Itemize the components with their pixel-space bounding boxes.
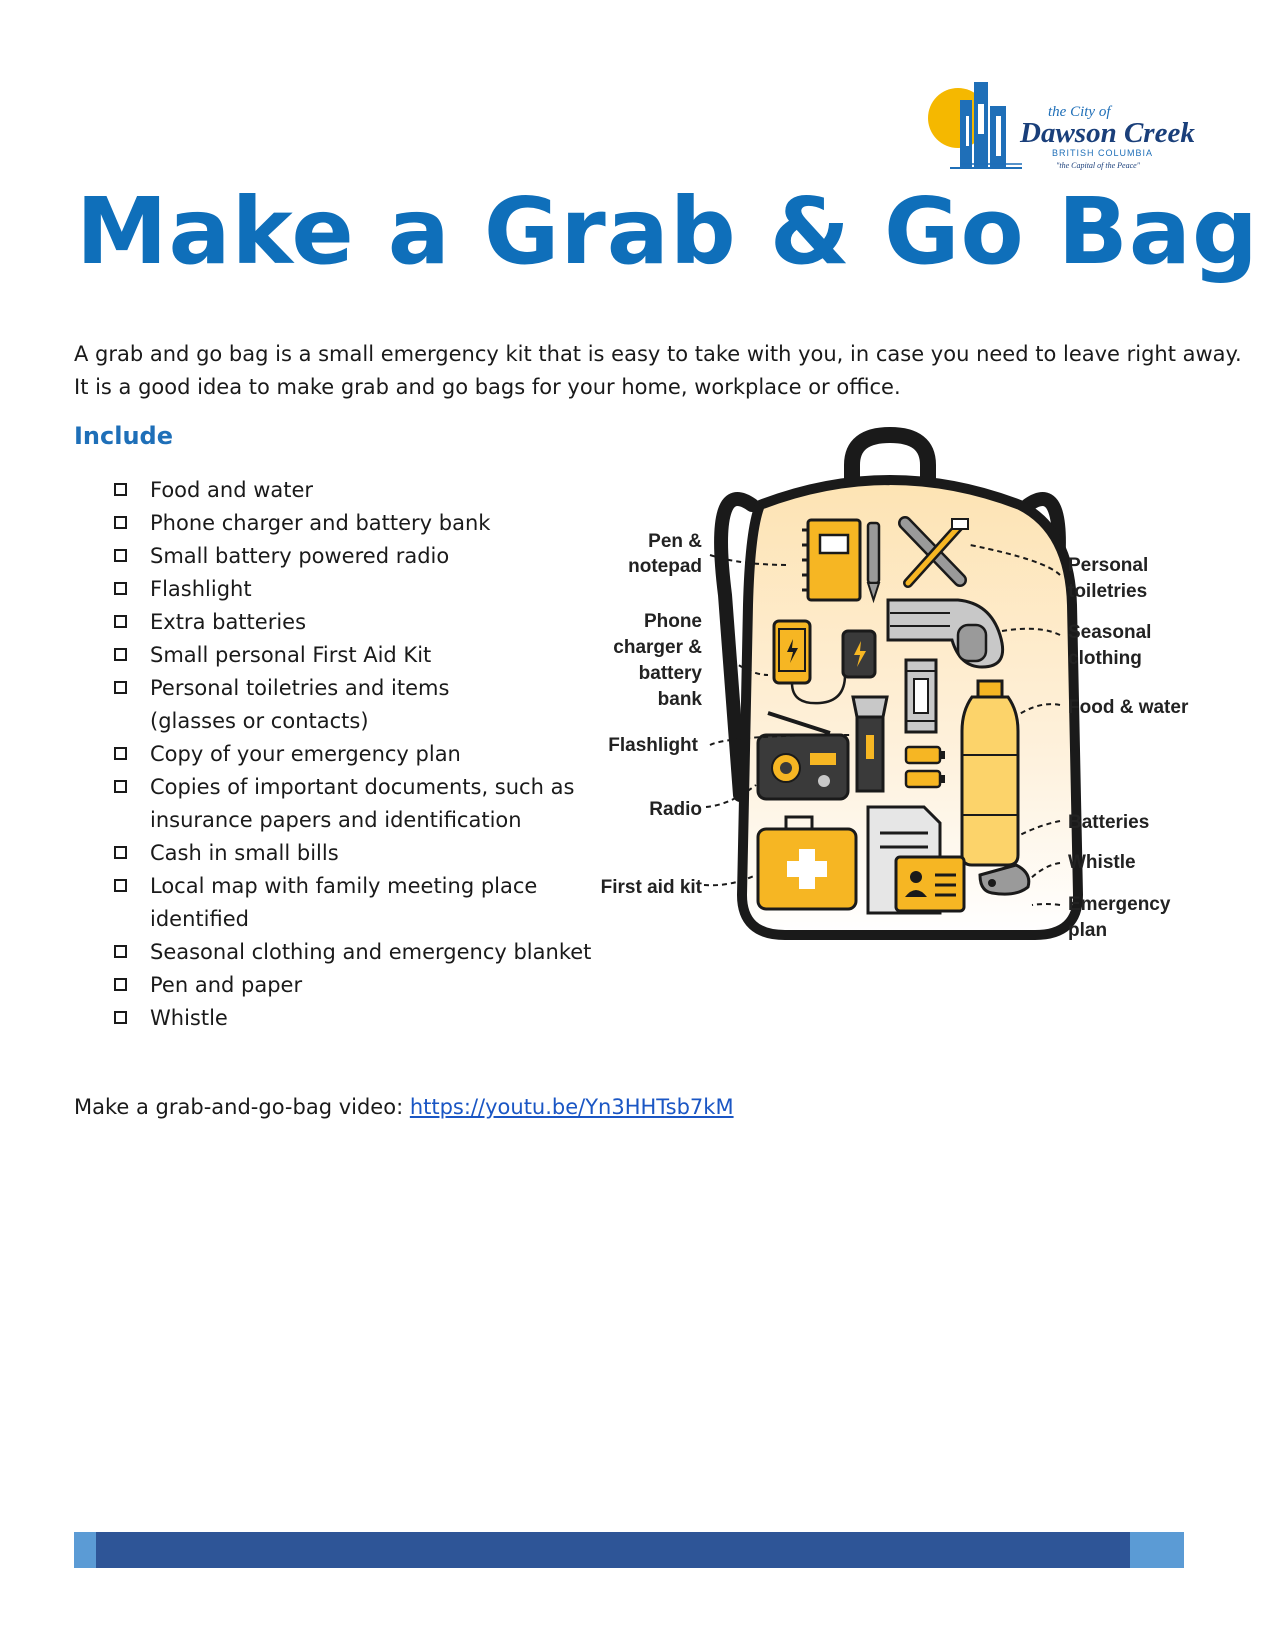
checklist-item[interactable] xyxy=(112,540,632,573)
checklist-item-label: Flashlight xyxy=(150,577,252,601)
checklist-item-label: Extra batteries xyxy=(150,610,307,634)
footer-bar-right xyxy=(1130,1532,1184,1568)
label-plan-line1: Emergency xyxy=(1068,894,1171,915)
label-firstaid: First aid kit xyxy=(600,877,702,898)
include-heading: Include xyxy=(74,422,174,450)
checklist-item[interactable] xyxy=(112,639,632,672)
logo-line4: "the Capital of the Peace" xyxy=(1056,161,1141,170)
checkbox-icon[interactable] xyxy=(114,879,127,892)
checklist-item[interactable] xyxy=(112,474,632,507)
checklist-item[interactable] xyxy=(112,969,632,1002)
logo-line1: the City of xyxy=(1048,104,1111,120)
label-toiletries-line1: Personal xyxy=(1068,555,1149,576)
checkbox-icon[interactable] xyxy=(114,648,127,661)
backpack-illustration xyxy=(600,435,1240,995)
checkbox-icon[interactable] xyxy=(114,780,127,793)
video-link[interactable]: https://youtu.be/Yn3HHTsb7kM xyxy=(409,1095,734,1119)
pen-icon xyxy=(868,523,879,600)
food-bar-icon xyxy=(906,660,936,732)
footer-bar-left xyxy=(74,1532,96,1568)
checklist-item[interactable] xyxy=(112,738,632,771)
checklist-item-label: Copies of important documents, such as insurance papers and identification xyxy=(150,775,575,832)
checkbox-icon[interactable] xyxy=(114,1011,127,1024)
footer-bar xyxy=(74,1532,1184,1568)
checklist-item[interactable] xyxy=(112,1002,632,1035)
label-food: Food & water xyxy=(1068,697,1189,718)
city-logo xyxy=(930,76,1200,176)
logo-line2: Dawson Creek xyxy=(1020,117,1195,149)
label-batteries: Batteries xyxy=(1068,812,1150,833)
checklist-item[interactable] xyxy=(112,507,632,540)
checklist-item-label: Whistle xyxy=(150,1006,228,1030)
checklist-item-label: Cash in small bills xyxy=(150,841,339,865)
intro-line-2: It is a good idea to make grab and go bags for your home, workplace or office. xyxy=(74,375,901,399)
label-clothing-line1: Seasonal xyxy=(1068,622,1152,643)
video-line xyxy=(74,1092,734,1122)
water-bottle-icon xyxy=(962,681,1018,865)
label-flashlight: Flashlight xyxy=(608,735,698,756)
label-toiletries-line2: toiletries xyxy=(1068,581,1148,602)
checkbox-icon[interactable] xyxy=(114,582,127,595)
checklist-item-label: Pen and paper xyxy=(150,973,303,997)
label-radio: Radio xyxy=(649,799,702,820)
checkbox-icon[interactable] xyxy=(114,978,127,991)
checklist-item-label: Seasonal clothing and emergency blanket xyxy=(150,940,592,964)
checklist-item[interactable] xyxy=(112,573,632,606)
checkbox-icon[interactable] xyxy=(114,681,127,694)
label-phone-line1: Phone xyxy=(643,611,702,632)
checklist-item-label: Food and water xyxy=(150,478,314,502)
checkbox-icon[interactable] xyxy=(114,747,127,760)
checkbox-icon[interactable] xyxy=(114,846,127,859)
page-title: Make a Grab & Go Bag xyxy=(76,178,1259,285)
notepad-icon xyxy=(802,520,860,600)
checklist-item[interactable] xyxy=(112,606,632,639)
label-whistle: Whistle xyxy=(1068,852,1136,873)
id-card-icon xyxy=(896,857,964,911)
logo-line3: BRITISH COLUMBIA xyxy=(1052,148,1154,158)
checklist-item-label: Phone charger and battery bank xyxy=(150,511,491,535)
label-clothing-line2: clothing xyxy=(1068,648,1142,669)
video-prefix: Make a grab-and-go-bag video: xyxy=(74,1095,410,1119)
checklist-item[interactable] xyxy=(112,936,632,969)
label-pen-line2: notepad xyxy=(628,556,702,577)
first-aid-kit-icon xyxy=(758,817,856,909)
checkbox-icon[interactable] xyxy=(114,516,127,529)
checkbox-icon[interactable] xyxy=(114,483,127,496)
label-phone-line2: charger & xyxy=(613,637,702,658)
checklist-item-label: Copy of your emergency plan xyxy=(150,742,461,766)
checkbox-icon[interactable] xyxy=(114,549,127,562)
intro-line-1: A grab and go bag is a small emergency kit that is easy to take with you, in case you need to leave right away. xyxy=(74,342,1242,366)
checklist-item-label: Small personal First Aid Kit xyxy=(150,643,432,667)
checkbox-icon[interactable] xyxy=(114,615,127,628)
checklist-item-label: Local map with family meeting place identified xyxy=(150,874,538,931)
checkbox-icon[interactable] xyxy=(114,945,127,958)
flashlight-icon xyxy=(853,697,887,791)
checklist-item-label: Personal toiletries and items (glasses or contacts) xyxy=(150,676,450,733)
intro-paragraph xyxy=(74,338,1242,404)
checklist-item-label: Small battery powered radio xyxy=(150,544,450,568)
checklist-item[interactable] xyxy=(112,672,480,738)
label-phone-line4: bank xyxy=(657,689,702,710)
checklist-item[interactable] xyxy=(112,771,590,837)
footer-bar-middle xyxy=(96,1532,1152,1568)
label-plan-line2: plan xyxy=(1068,920,1108,941)
checklist-item[interactable] xyxy=(112,870,570,936)
phone-icon xyxy=(774,621,810,683)
checklist-item[interactable] xyxy=(112,837,632,870)
battery-bank-icon xyxy=(843,631,875,677)
checklist xyxy=(112,474,632,1035)
label-pen-line1: Pen & xyxy=(648,531,702,552)
label-phone-line3: battery xyxy=(638,663,702,684)
